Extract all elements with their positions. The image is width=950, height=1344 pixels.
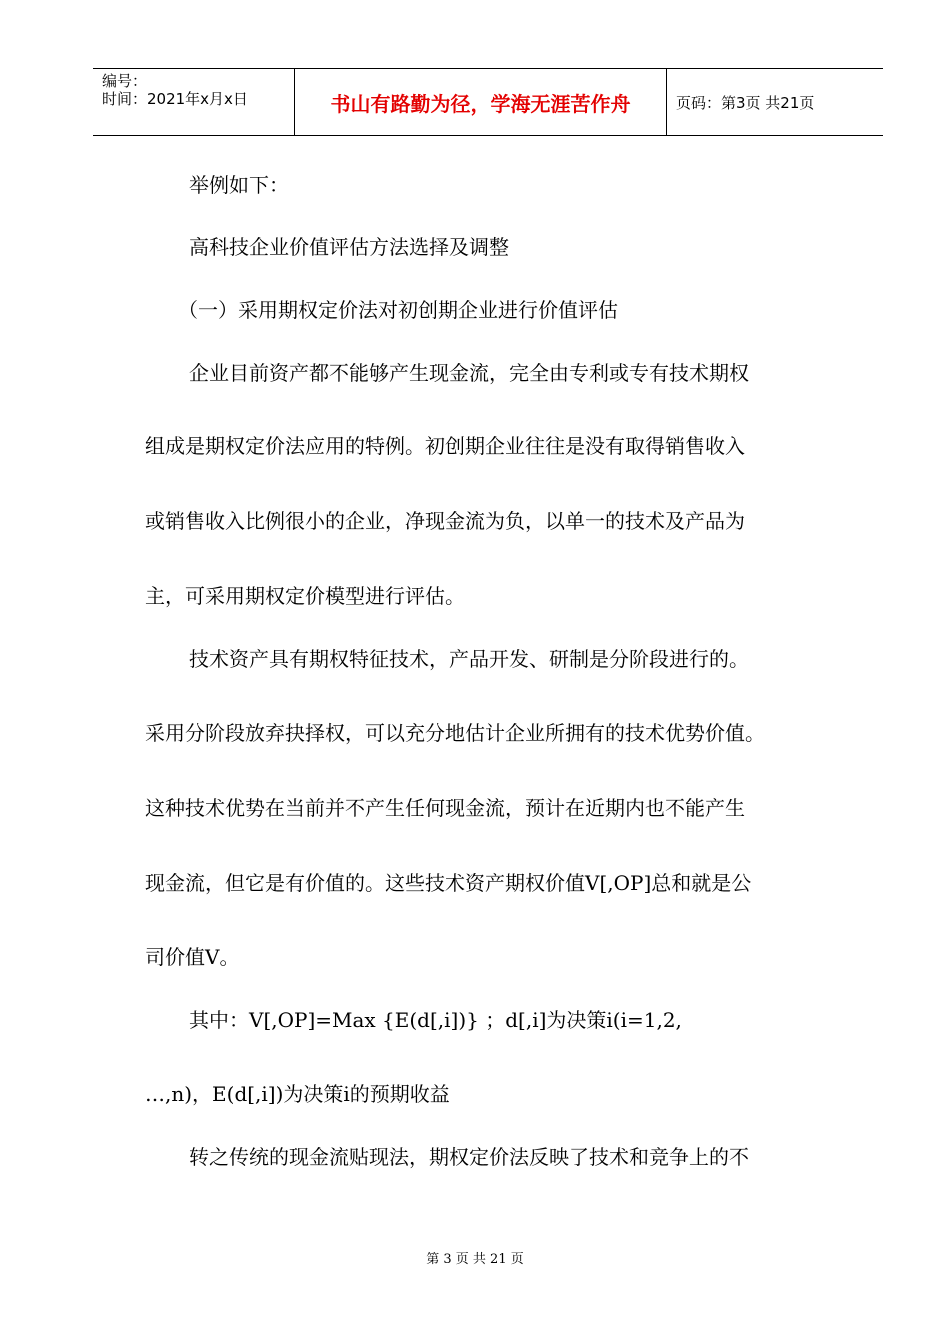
- paragraph-line: 组成是期权定价法应用的特例。初创期企业往往是没有取得销售收入: [145, 434, 745, 458]
- paragraph-line: 企业目前资产都不能够产生现金流，完全由专利或专有技术期权: [189, 361, 749, 385]
- paragraph-line: 这种技术优势在当前并不产生任何现金流，预计在近期内也不能产生: [145, 796, 745, 820]
- page-header: [93, 68, 883, 136]
- paragraph-line: 现金流，但它是有价值的。这些技术资产期权价值V[,OP]总和就是公: [145, 871, 752, 895]
- paragraph-line: 司价值V。: [145, 945, 240, 969]
- header-meta: [93, 69, 295, 135]
- header-page-number: 页码：第3页 共21页: [676, 93, 815, 112]
- paragraph-line: 或销售收入比例很小的企业，净现金流为负，以单一的技术及产品为: [145, 509, 745, 533]
- paragraph-line: 转之传统的现金流贴现法，期权定价法反映了技术和竞争上的不: [189, 1145, 749, 1169]
- page-footer: 第 3 页 共 21 页: [426, 1252, 524, 1267]
- document-time-label: 时间：2021年x月x日: [102, 90, 248, 108]
- header-motto: 书山有路勤为径，学海无涯苦作舟: [295, 69, 667, 135]
- document-number-label: 编号：: [102, 72, 148, 90]
- paragraph-line: 采用分阶段放弃抉择权，可以充分地估计企业所拥有的技术优势价值。: [145, 721, 765, 745]
- paragraph-line: 主，可采用期权定价模型进行评估。: [145, 584, 465, 608]
- formula-line: …,n)，E(d[,i])为决策i的预期收益: [145, 1082, 450, 1106]
- paragraph-line: 技术资产具有期权特征技术，产品开发、研制是分阶段进行的。: [189, 647, 749, 671]
- section-heading: 高科技企业价值评估方法选择及调整: [189, 235, 509, 259]
- formula-line: 其中：V[,OP]=Max {E(d[,i])} ；d[,i]为决策i(i=1,2,: [189, 1008, 682, 1032]
- paragraph-line: 举例如下：: [189, 173, 289, 197]
- subsection-heading: （一）采用期权定价法对初创期企业进行价值评估: [178, 298, 618, 322]
